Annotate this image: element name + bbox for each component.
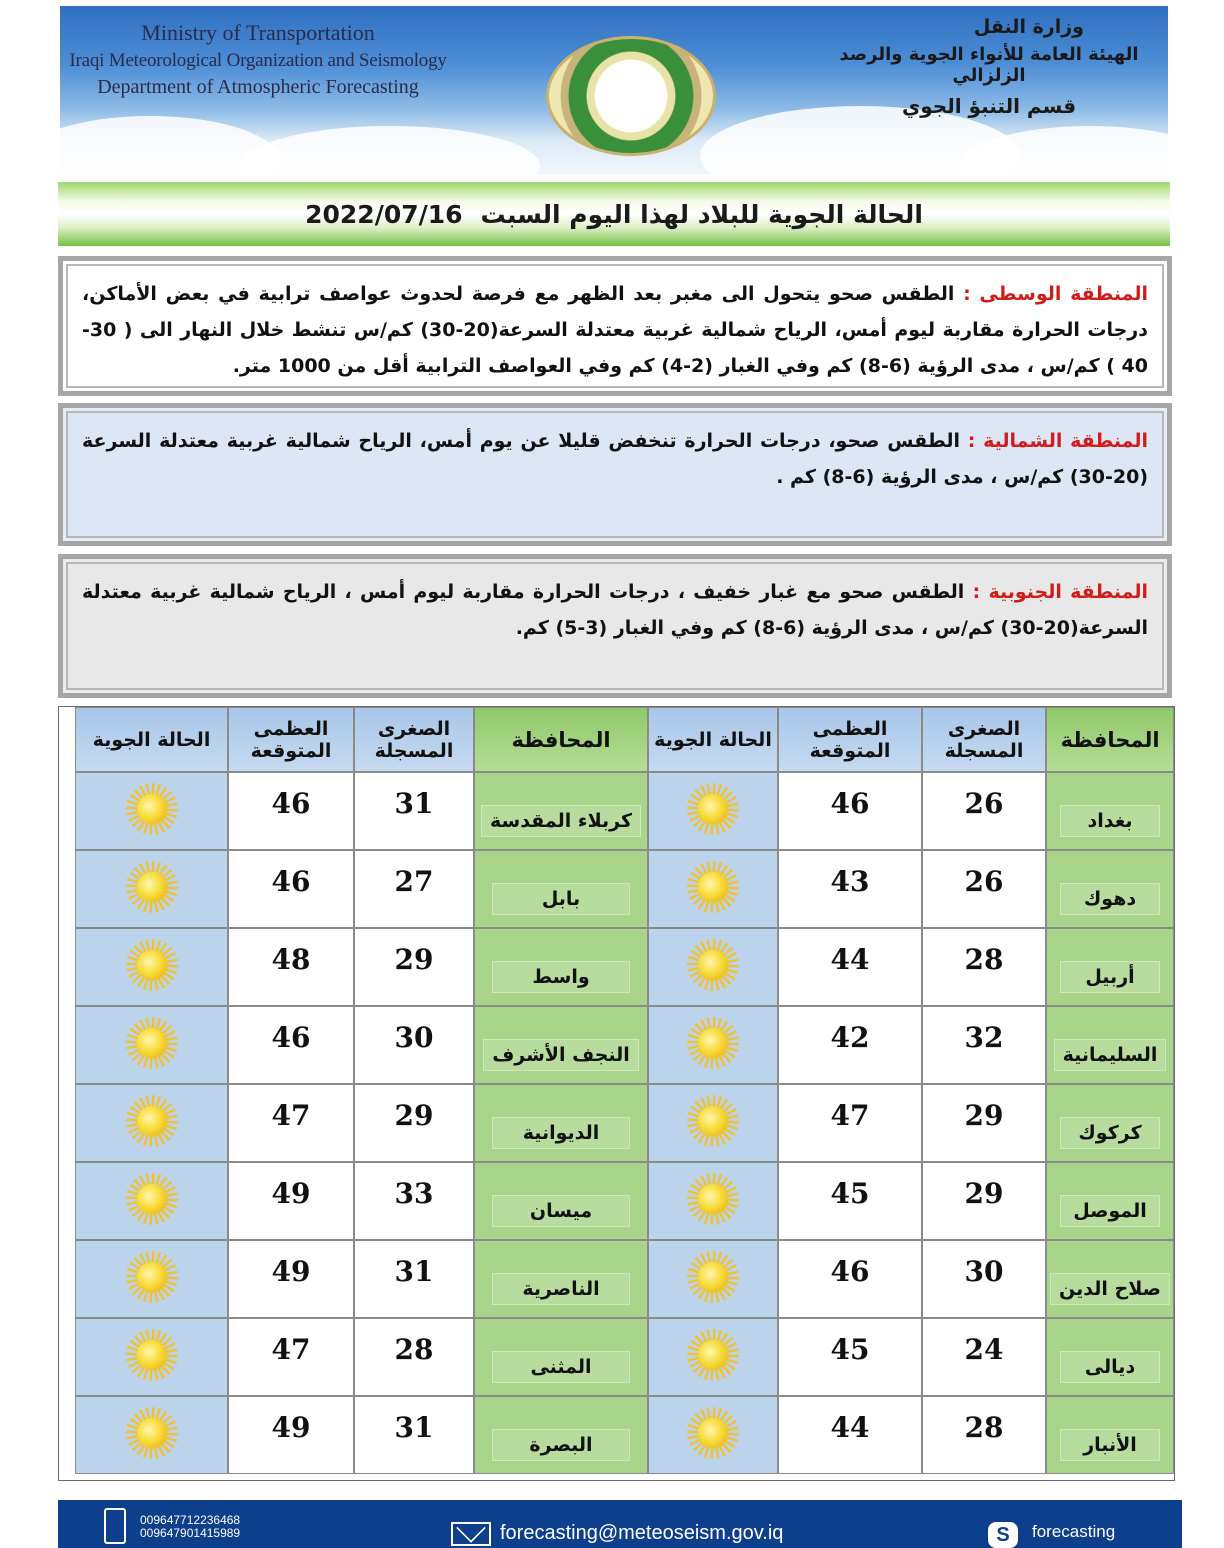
phone-number: 009647712236468: [140, 1513, 241, 1527]
sun-icon: [126, 1173, 178, 1225]
min-temp-cell: 29: [922, 1162, 1046, 1240]
max-temp-cell: 46: [228, 772, 354, 850]
weather-cell: [75, 1240, 228, 1318]
governorate-name: المثنى: [492, 1351, 630, 1383]
governorate-name: أربيل: [1060, 961, 1161, 993]
min-temp-cell: 29: [354, 928, 474, 1006]
header-weather: الحالة الجوية: [75, 707, 228, 772]
governorate-cell: [1046, 1240, 1174, 1318]
weather-cell: [648, 928, 778, 1006]
sun-icon: [126, 1095, 178, 1147]
organization-name-ar: الهيئة العامة للأنواء الجوية والرصد الزلزالي: [839, 44, 1139, 86]
min-temp-cell: 31: [354, 772, 474, 850]
governorate-cell: [474, 850, 648, 928]
max-temp-cell: 47: [228, 1318, 354, 1396]
header-banner: [60, 6, 1168, 174]
governorate-cell: [474, 1162, 648, 1240]
governorate-cell: [1046, 1396, 1174, 1474]
header-weather: الحالة الجوية: [648, 707, 778, 772]
min-temp-cell: 31: [354, 1396, 474, 1474]
max-temp-cell: 45: [778, 1162, 922, 1240]
region-central-box: [58, 256, 1172, 396]
weather-cell: [75, 850, 228, 928]
weather-cell: [75, 1162, 228, 1240]
min-temp-cell: 28: [354, 1318, 474, 1396]
max-temp-cell: 47: [778, 1084, 922, 1162]
max-temp-cell: 45: [778, 1318, 922, 1396]
weather-cell: [648, 1240, 778, 1318]
governorate-name: دهوك: [1060, 883, 1161, 915]
weather-cell: [648, 1084, 778, 1162]
sun-icon: [126, 1329, 178, 1381]
max-temp-cell: 42: [778, 1006, 922, 1084]
department-name-en: Department of Atmospheric Forecasting: [97, 76, 419, 98]
phone-icon: [104, 1508, 126, 1544]
governorate-name: واسط: [492, 961, 630, 993]
governorate-cell: [1046, 1162, 1174, 1240]
title-text: الحالة الجوية للبلاد لهذا اليوم السبت: [480, 199, 923, 229]
governorate-cell: [1046, 850, 1174, 928]
header-arabic: [824, 16, 1154, 118]
region-south-text: [66, 562, 1164, 690]
ministry-name-ar: وزارة النقل: [973, 16, 1084, 38]
weather-cell: [75, 1084, 228, 1162]
governorate-name: صلاح الدين: [1050, 1273, 1170, 1305]
governorate-cell: [474, 928, 648, 1006]
min-temp-cell: 30: [922, 1240, 1046, 1318]
skype-handle: forecasting: [1032, 1522, 1116, 1541]
skype-icon: S: [988, 1522, 1018, 1548]
header-min: الصغرى المسجلة: [354, 707, 474, 772]
region-north-text: [66, 411, 1164, 538]
sun-icon: [687, 783, 739, 835]
governorate-name: ديالى: [1060, 1351, 1161, 1383]
min-temp-cell: 27: [354, 850, 474, 928]
max-temp-cell: 44: [778, 1396, 922, 1474]
sun-icon: [687, 1173, 739, 1225]
max-temp-cell: 49: [228, 1396, 354, 1474]
region-north-label: المنطقة الشمالية :: [967, 430, 1148, 452]
max-temp-cell: 46: [778, 772, 922, 850]
header-max: العظمى المتوقعة: [778, 707, 922, 772]
region-central-forecast: الطقس صحو يتحول الى مغبر بعد الظهر مع فرصة لحدوث عواصف ترابية في بعض الأماكن، درجات الحرارة مقاربة ليوم أمس، الرياح شمالية غربية معتدلة السرعة(20-30) كم/س تنشط خلال النهار الى ( 30-40 ) كم/س ، مدى الرؤية (6-8) كم وفي الغبار (2-4) كم وفي العواصف الترابية أقل من 1000 متر.: [82, 283, 1148, 377]
max-temp-cell: 46: [778, 1240, 922, 1318]
governorate-cell: [474, 1318, 648, 1396]
min-temp-cell: 24: [922, 1318, 1046, 1396]
department-name-ar: قسم التنبؤ الجوي: [901, 94, 1077, 118]
governorate-cell: [474, 1396, 648, 1474]
sun-icon: [687, 861, 739, 913]
sun-icon: [126, 939, 178, 991]
min-temp-cell: 29: [922, 1084, 1046, 1162]
region-north-box: [58, 403, 1172, 546]
max-temp-cell: 43: [778, 850, 922, 928]
governorate-cell: [1046, 772, 1174, 850]
sun-icon: [687, 1095, 739, 1147]
governorate-cell: [474, 1240, 648, 1318]
weather-cell: [648, 1162, 778, 1240]
sun-icon: [687, 1329, 739, 1381]
footer-bar: [58, 1500, 1182, 1548]
weather-cell: [75, 1318, 228, 1396]
phone-numbers: [140, 1514, 240, 1540]
max-temp-cell: 49: [228, 1240, 354, 1318]
max-temp-cell: 48: [228, 928, 354, 1006]
header-governorate: المحافظة: [474, 707, 648, 772]
sun-icon: [687, 1251, 739, 1303]
sun-icon: [687, 1407, 739, 1459]
weather-cell: [648, 1396, 778, 1474]
min-temp-cell: 26: [922, 850, 1046, 928]
sun-icon: [687, 1017, 739, 1069]
governorate-name: الناصرية: [492, 1273, 630, 1305]
max-temp-cell: 46: [228, 850, 354, 928]
governorate-cell: [474, 772, 648, 850]
sun-icon: [126, 1407, 178, 1459]
max-temp-cell: 49: [228, 1162, 354, 1240]
weather-cell: [75, 772, 228, 850]
header-min: الصغرى المسجلة: [922, 707, 1046, 772]
weather-cell: [75, 928, 228, 1006]
max-temp-cell: 44: [778, 928, 922, 1006]
title-date: 2022/07/16: [305, 199, 463, 229]
governorate-name: الديوانية: [492, 1117, 630, 1149]
governorate-name: ميسان: [492, 1195, 630, 1227]
min-temp-cell: 31: [354, 1240, 474, 1318]
governorate-name: السليمانية: [1054, 1039, 1167, 1071]
min-temp-cell: 30: [354, 1006, 474, 1084]
max-temp-cell: 46: [228, 1006, 354, 1084]
region-south-box: [58, 554, 1172, 698]
region-central-label: المنطقة الوسطى :: [963, 283, 1148, 305]
governorate-cell: [1046, 1084, 1174, 1162]
governorate-name: الأنبار: [1060, 1429, 1161, 1461]
sun-icon: [126, 1251, 178, 1303]
temperature-table: [58, 706, 1175, 1481]
mail-icon: [451, 1522, 491, 1546]
weather-cell: [75, 1006, 228, 1084]
governorate-name: كركوك: [1060, 1117, 1161, 1149]
sun-icon: [687, 939, 739, 991]
header-governorate: المحافظة: [1046, 707, 1174, 772]
max-temp-cell: 47: [228, 1084, 354, 1162]
min-temp-cell: 32: [922, 1006, 1046, 1084]
header-english: [68, 20, 448, 99]
governorate-name: النجف الأشرف: [483, 1039, 639, 1071]
organization-logo: [546, 36, 716, 156]
governorate-name: بابل: [492, 883, 630, 915]
region-central-text: [66, 264, 1164, 388]
region-north-forecast: الطقس صحو، درجات الحرارة تنخفض قليلا عن يوم أمس، الرياح شمالية غربية معتدلة السرعة (20-30) كم/س ، مدى الرؤية (6-8) كم .: [82, 430, 1148, 488]
region-south-forecast: الطقس صحو مع غبار خفيف ، درجات الحرارة مقاربة ليوم أمس ، الرياح شمالية غربية معتدلة السرعة(20-30) كم/س ، مدى الرؤية (6-8) كم وفي الغبار (3-5) كم.: [82, 581, 1148, 639]
governorate-cell: [1046, 1318, 1174, 1396]
min-temp-cell: 29: [354, 1084, 474, 1162]
sun-icon: [126, 861, 178, 913]
min-temp-cell: 28: [922, 928, 1046, 1006]
governorate-name: الموصل: [1060, 1195, 1161, 1227]
weather-cell: [648, 850, 778, 928]
governorate-cell: [474, 1006, 648, 1084]
min-temp-cell: 28: [922, 1396, 1046, 1474]
governorate-name: بغداد: [1060, 805, 1161, 837]
governorate-name: كربلاء المقدسة: [481, 805, 641, 837]
email-address: forecasting@meteoseism.gov.iq: [500, 1522, 784, 1544]
ministry-name-en: Ministry of Transportation: [141, 20, 375, 45]
region-south-label: المنطقة الجنوبية :: [972, 581, 1148, 603]
sun-icon: [126, 783, 178, 835]
header-max: العظمى المتوقعة: [228, 707, 354, 772]
governorate-cell: [1046, 1006, 1174, 1084]
min-temp-cell: 33: [354, 1162, 474, 1240]
organization-name-en: Iraqi Meteorological Organization and Seismology: [69, 50, 447, 71]
weather-cell: [648, 772, 778, 850]
weather-cell: [648, 1006, 778, 1084]
page-title: [305, 200, 923, 229]
cloud-decoration: [240, 126, 540, 174]
weather-cell: [648, 1318, 778, 1396]
governorate-cell: [1046, 928, 1174, 1006]
title-bar: [58, 182, 1170, 246]
sun-icon: [126, 1017, 178, 1069]
phone-number: 009647901415989: [140, 1526, 241, 1540]
governorate-name: البصرة: [492, 1429, 630, 1461]
governorate-cell: [474, 1084, 648, 1162]
weather-cell: [75, 1396, 228, 1474]
min-temp-cell: 26: [922, 772, 1046, 850]
